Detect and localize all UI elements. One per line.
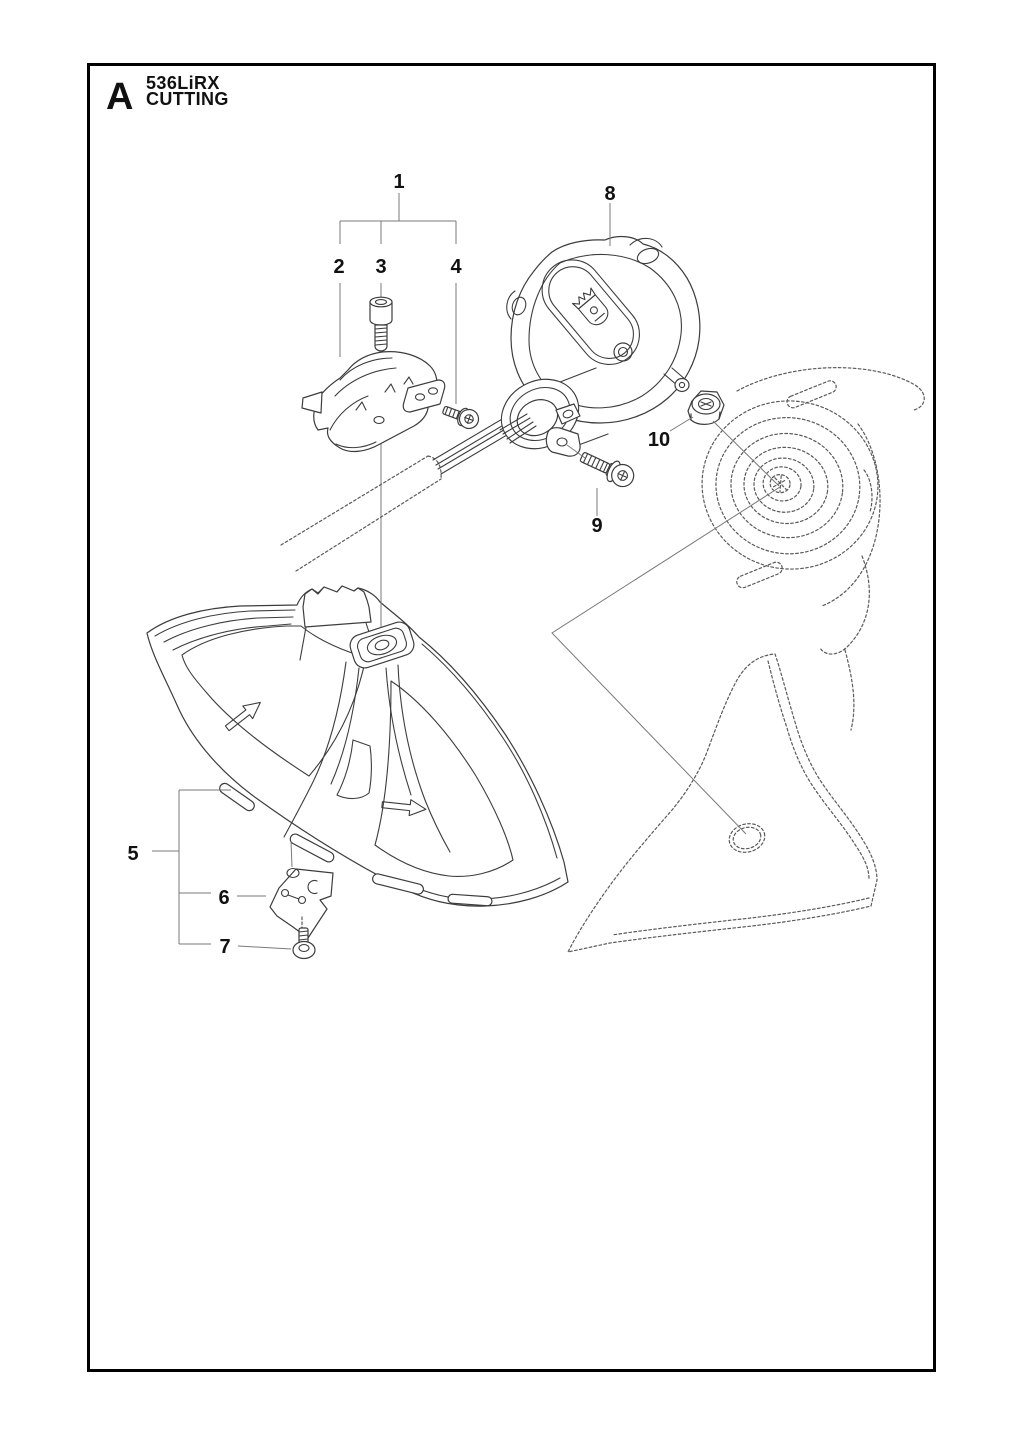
section-title: CUTTING	[146, 88, 229, 109]
blade-drawing	[568, 654, 877, 952]
callout-7: 7	[219, 936, 231, 958]
callout-5: 5	[127, 843, 139, 865]
screw-9-drawing	[577, 447, 637, 491]
callout-8: 8	[604, 183, 616, 205]
nut-10-drawing	[688, 391, 724, 424]
callout-3: 3	[375, 256, 387, 278]
model-title: 536LiRX	[146, 73, 220, 93]
callout-10: 10	[647, 429, 671, 451]
leader-lines-nut-head-blade	[552, 421, 780, 834]
callout-4: 4	[450, 256, 462, 278]
callout-9: 9	[591, 515, 603, 537]
callout-2: 2	[333, 256, 345, 278]
guard-drawing	[147, 586, 568, 906]
callout-6: 6	[218, 887, 230, 909]
screw-4-drawing	[440, 401, 481, 431]
callout-1: 1	[393, 171, 405, 193]
clamp-drawing	[302, 352, 445, 452]
trimmer-head-drawing	[687, 363, 924, 730]
screw-3-drawing	[370, 297, 392, 351]
section-letter: A	[106, 76, 134, 118]
